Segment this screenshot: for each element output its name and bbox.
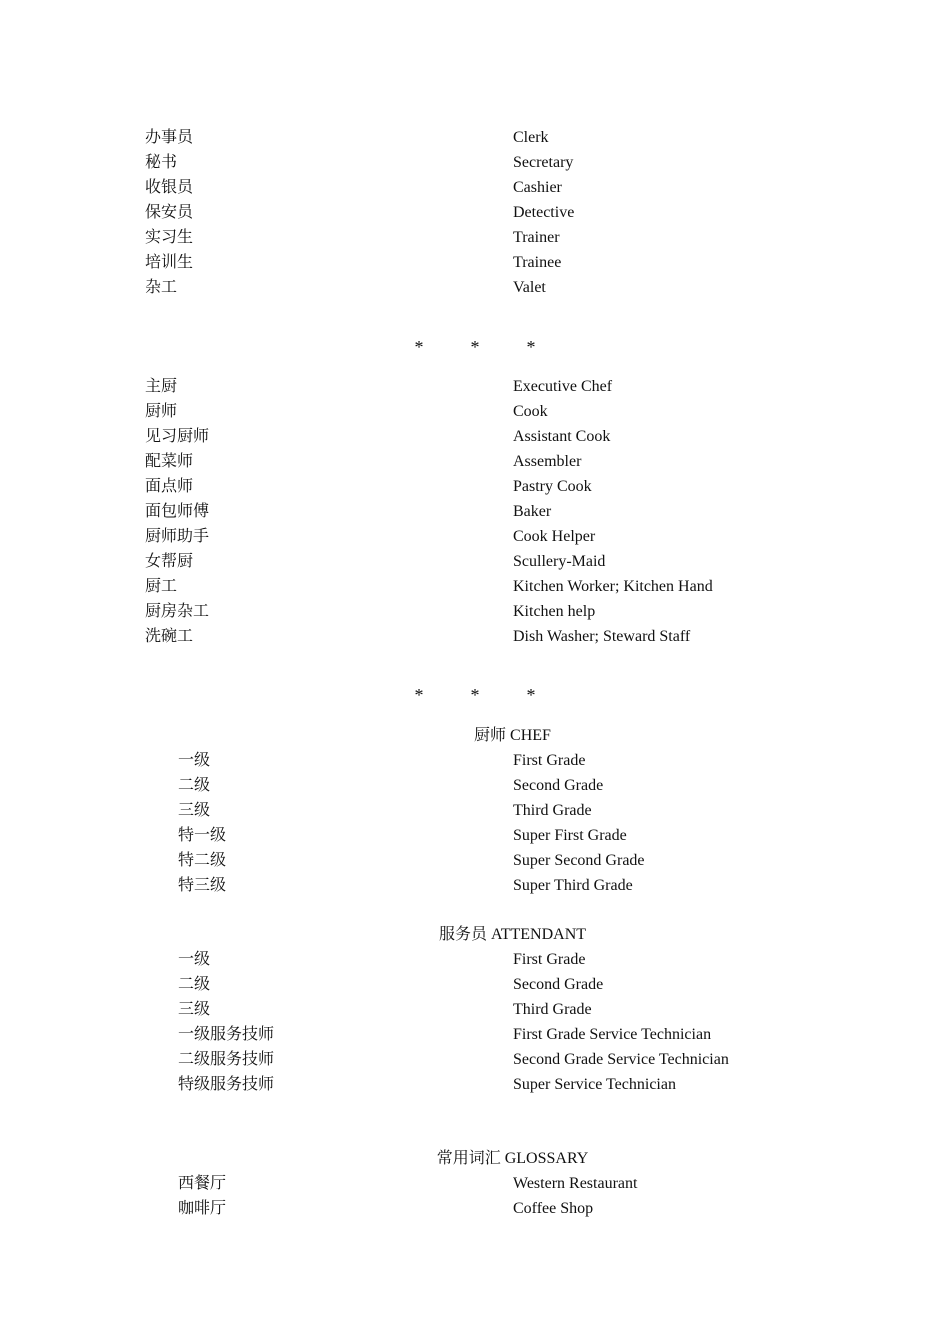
chinese-term: 保安员 — [145, 204, 194, 221]
english-term: Western Restaurant — [513, 1175, 638, 1192]
english-term: Pastry Cook — [513, 478, 592, 495]
term-row — [0, 449, 950, 474]
chinese-term: 见习厨师 — [145, 428, 210, 445]
asterisk: * — [414, 337, 424, 357]
english-term: Dish Washer; Steward Staff — [513, 628, 691, 645]
term-row — [0, 1171, 950, 1196]
chinese-term: 女帮厨 — [145, 553, 194, 570]
chinese-term: 西餐厅 — [178, 1175, 227, 1192]
english-term: Cashier — [513, 179, 562, 196]
term-row — [0, 474, 950, 499]
chinese-term: 厨工 — [145, 578, 178, 595]
chinese-term: 咖啡厅 — [178, 1200, 227, 1217]
term-row — [0, 599, 950, 624]
chinese-term: 二级 — [178, 976, 211, 993]
asterisk: * — [414, 685, 424, 705]
term-row — [0, 823, 950, 848]
english-term: Detective — [513, 204, 575, 221]
english-term: Scullery-Maid — [513, 553, 606, 570]
term-row — [0, 1022, 950, 1047]
chinese-term: 一级 — [178, 752, 211, 769]
term-row — [0, 848, 950, 873]
term-row — [0, 524, 950, 549]
term-row — [0, 499, 950, 524]
term-row — [0, 997, 950, 1022]
english-term: Clerk — [513, 129, 549, 146]
english-term: Valet — [513, 279, 546, 296]
chinese-term: 面点师 — [145, 478, 194, 495]
english-term: Kitchen help — [513, 603, 596, 620]
chinese-term: 厨师 — [145, 403, 178, 420]
english-term: Secretary — [513, 154, 574, 171]
term-row — [0, 947, 950, 972]
english-term: Assembler — [513, 453, 582, 470]
english-term: Cook — [513, 403, 548, 420]
chinese-term: 实习生 — [145, 229, 194, 246]
asterisk: * — [526, 337, 536, 357]
english-term: Cook Helper — [513, 528, 596, 545]
english-term: First Grade — [513, 951, 586, 968]
chinese-term: 二级 — [178, 777, 211, 794]
term-row — [0, 374, 950, 399]
english-term: Baker — [513, 503, 552, 520]
chinese-term: 特二级 — [178, 852, 227, 869]
term-row — [0, 1072, 950, 1097]
chinese-term: 主厨 — [145, 378, 178, 395]
section-divider — [0, 335, 950, 360]
english-term: Super Third Grade — [513, 877, 633, 894]
english-term: Executive Chef — [513, 378, 613, 395]
chinese-term: 一级 — [178, 951, 211, 968]
term-row — [0, 424, 950, 449]
asterisk: * — [470, 685, 480, 705]
term-row — [0, 798, 950, 823]
section-heading-chef: 厨师 CHEF — [474, 727, 551, 744]
chinese-term: 厨师助手 — [145, 528, 210, 545]
english-term: Super First Grade — [513, 827, 627, 844]
term-row — [0, 773, 950, 798]
term-row — [0, 624, 950, 649]
term-row — [0, 1047, 950, 1072]
english-term: First Grade — [513, 752, 586, 769]
chinese-term: 一级服务技师 — [178, 1026, 275, 1043]
english-term: Trainee — [513, 254, 562, 271]
term-row — [0, 225, 950, 250]
term-row — [0, 125, 950, 150]
term-row — [0, 972, 950, 997]
chinese-term: 特一级 — [178, 827, 227, 844]
english-term: Third Grade — [513, 802, 592, 819]
term-row — [0, 549, 950, 574]
term-row — [0, 748, 950, 773]
section-heading-attendant: 服务员 ATTENDANT — [438, 926, 587, 943]
chinese-term: 办事员 — [145, 129, 194, 146]
english-term: Trainer — [513, 229, 560, 246]
chinese-term: 杂工 — [145, 279, 178, 296]
section-heading-glossary: 常用词汇 GLOSSARY — [436, 1150, 589, 1167]
chinese-term: 三级 — [178, 1001, 211, 1018]
english-term: Coffee Shop — [513, 1200, 594, 1217]
term-row — [0, 399, 950, 424]
english-term: Second Grade — [513, 777, 604, 794]
term-row — [0, 150, 950, 175]
chinese-term: 特级服务技师 — [178, 1076, 275, 1093]
chinese-term: 培训生 — [145, 254, 194, 271]
chinese-term: 二级服务技师 — [178, 1051, 275, 1068]
term-row — [0, 250, 950, 275]
chinese-term: 三级 — [178, 802, 211, 819]
chinese-term: 秘书 — [145, 154, 178, 171]
english-term: Second Grade — [513, 976, 604, 993]
term-row — [0, 275, 950, 300]
chinese-term: 厨房杂工 — [145, 603, 210, 620]
chinese-term: 特三级 — [178, 877, 227, 894]
english-term: First Grade Service Technician — [513, 1026, 712, 1043]
chinese-term: 配菜师 — [145, 453, 194, 470]
chinese-term: 面包师傅 — [145, 503, 210, 520]
term-row — [0, 200, 950, 225]
asterisk: * — [470, 337, 480, 357]
english-term: Kitchen Worker; Kitchen Hand — [513, 578, 713, 595]
section-divider — [0, 683, 950, 708]
term-row — [0, 175, 950, 200]
term-row — [0, 1196, 950, 1221]
english-term: Super Second Grade — [513, 852, 645, 869]
chinese-term: 收银员 — [145, 179, 194, 196]
english-term: Super Service Technician — [513, 1076, 676, 1093]
asterisk: * — [526, 685, 536, 705]
term-row — [0, 873, 950, 898]
english-term: Assistant Cook — [513, 428, 611, 445]
term-row — [0, 574, 950, 599]
english-term: Second Grade Service Technician — [513, 1051, 729, 1068]
english-term: Third Grade — [513, 1001, 592, 1018]
chinese-term: 洗碗工 — [145, 628, 194, 645]
